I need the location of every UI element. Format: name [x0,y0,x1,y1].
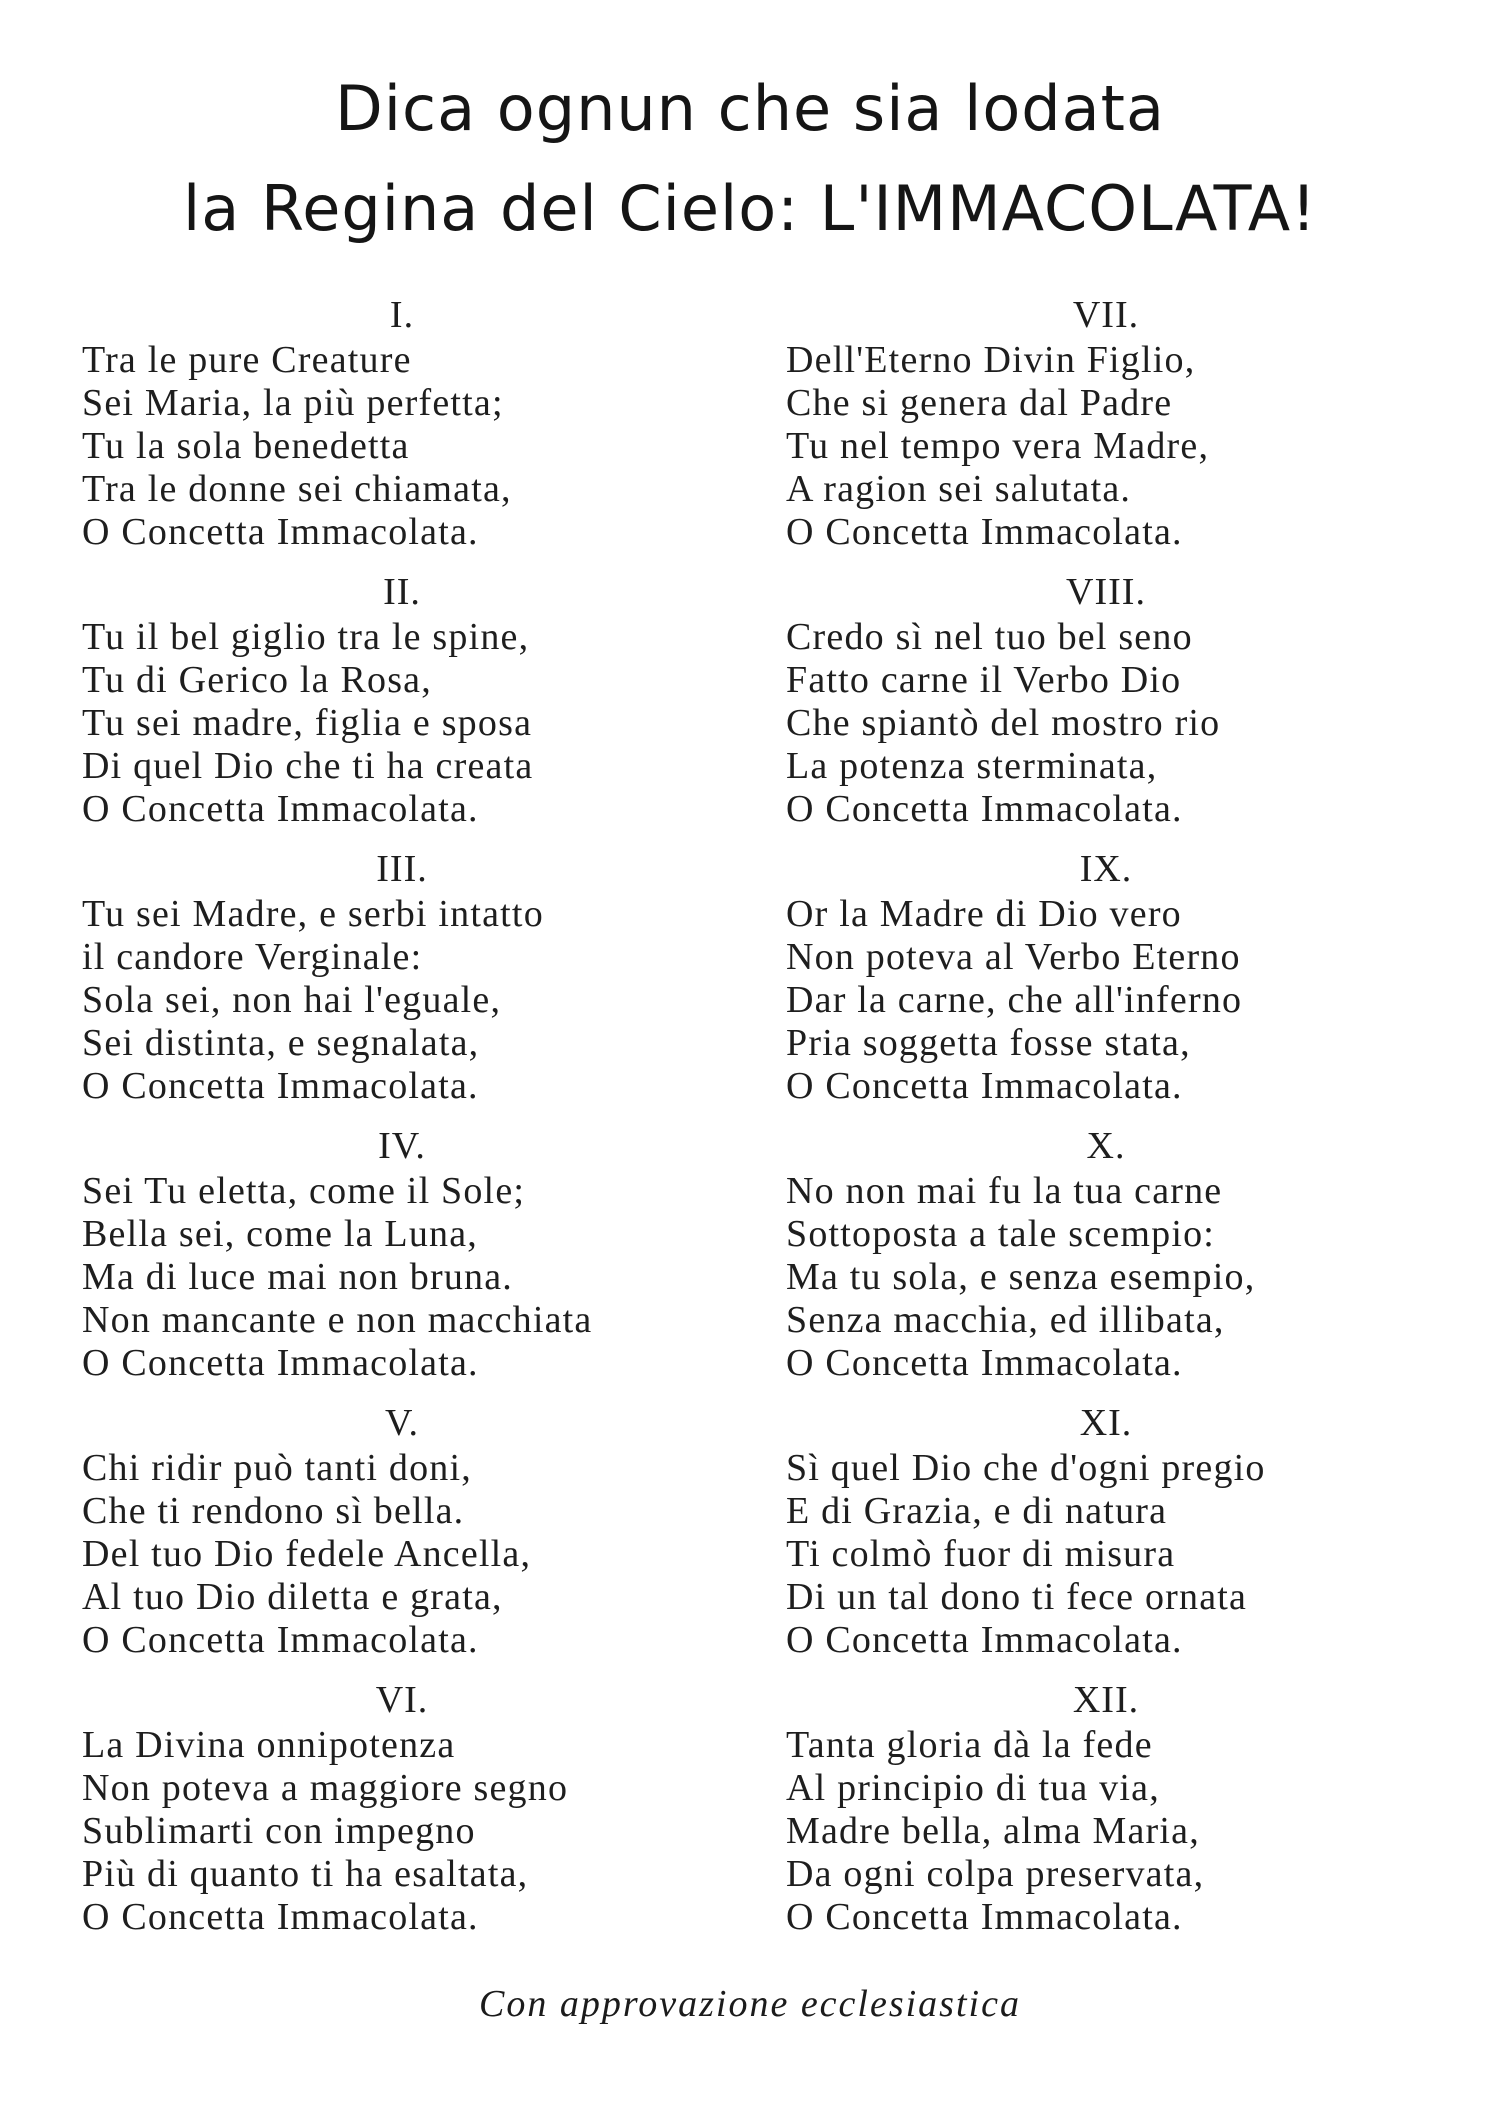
verse-line: Non poteva al Verbo Eterno [786,936,1241,978]
verse-line: Di quel Dio che ti ha creata [82,745,534,787]
verse-line: O Concetta Immacolata. [82,511,479,553]
verse-line: Al tuo Dio diletta e grata, [82,1576,503,1618]
verse-line: Sublimarti con impegno [82,1810,476,1852]
stanza-numeral: V. [384,1402,420,1444]
stanza-10 [786,1123,1466,1400]
stanza-8 [786,569,1466,846]
verse-line: No non mai fu la tua carne [786,1170,1223,1212]
stanza-numeral: X. [1086,1125,1126,1167]
verse-line: Senza macchia, ed illibata, [786,1299,1225,1341]
verse-line: O Concetta Immacolata. [82,1896,479,1938]
verse-line: O Concetta Immacolata. [786,1896,1183,1938]
verse-line: Del tuo Dio fedele Ancella, [82,1533,532,1575]
verse-line: La Divina onnipotenza [82,1724,456,1766]
left-column [82,292,762,1954]
verse-line: O Concetta Immacolata. [786,1065,1183,1107]
stanza-numeral: XII. [1072,1679,1140,1721]
verse-line: Tu il bel giglio tra le spine, [82,616,530,658]
stanza-numeral: IX. [1079,848,1133,890]
verse-line: Sottoposta a tale scempio: [786,1213,1216,1255]
verse-line: Tra le donne sei chiamata, [82,468,512,510]
verse-line: Pria soggetta fosse stata, [786,1022,1191,1064]
stanza-numeral: VIII. [1066,571,1146,613]
verse-line: Tu la sola benedetta [82,425,410,467]
stanza-5 [82,1400,762,1677]
verse-line: O Concetta Immacolata. [786,788,1183,830]
verse-line: Tanta gloria dà la fede [786,1724,1153,1766]
verse-line: La potenza sterminata, [786,745,1158,787]
stanza-numeral: II. [383,571,421,613]
verse-line: Tra le pure Creature [82,339,412,381]
stanza-6 [82,1677,762,1954]
verse-line: O Concetta Immacolata. [786,1342,1183,1384]
verse-line: Da ogni colpa preservata, [786,1853,1205,1895]
verse-line: Tu nel tempo vera Madre, [786,425,1210,467]
verse-line: O Concetta Immacolata. [82,1619,479,1661]
verse-line: Madre bella, alma Maria, [786,1810,1200,1852]
verse-line: Tu sei Madre, e serbi intatto [82,893,544,935]
verse-line: Non mancante e non macchiata [82,1299,593,1341]
verse-line: Sei distinta, e segnalata, [82,1022,480,1064]
stanza-12 [786,1677,1466,1954]
verse-line: Sì quel Dio che d'ogni pregio [786,1447,1266,1489]
verse-line: il candore Verginale: [82,936,423,978]
verse-line: Sei Maria, la più perfetta; [82,382,504,424]
right-column [786,292,1466,1954]
approval-footer: Con approvazione ecclesiastica [479,1983,1021,2025]
page-title-line-2: la Regina del Cielo: L'IMMACOLATA! [183,172,1317,245]
stanza-11 [786,1400,1466,1677]
verse-line: Che ti rendono sì bella. [82,1490,465,1532]
stanza-numeral: VI. [375,1679,429,1721]
stanza-numeral: III. [376,848,428,890]
verse-line: Credo sì nel tuo bel seno [786,616,1193,658]
verse-line: O Concetta Immacolata. [82,1065,479,1107]
stanza-7 [786,292,1466,569]
verse-line: Chi ridir può tanti doni, [82,1447,472,1489]
verse-line: Che si genera dal Padre [786,382,1173,424]
stanza-2 [82,569,762,846]
stanza-numeral: XI. [1079,1402,1133,1444]
verse-line: O Concetta Immacolata. [786,1619,1183,1661]
verse-line: Tu di Gerico la Rosa, [82,659,432,701]
verse-line: Bella sei, come la Luna, [82,1213,478,1255]
verse-line: Al principio di tua via, [786,1767,1160,1809]
verse-line: Non poteva a maggiore segno [82,1767,569,1809]
stanza-4 [82,1123,762,1400]
stanza-numeral: I. [389,294,415,336]
verse-line: O Concetta Immacolata. [82,788,479,830]
verse-line: Che spiantò del mostro rio [786,702,1221,744]
stanza-numeral: VII. [1072,294,1140,336]
verse-line: Dell'Eterno Divin Figlio, [786,339,1196,381]
verse-line: E di Grazia, e di natura [786,1490,1168,1532]
verse-line: Or la Madre di Dio vero [786,893,1182,935]
verse-line: Ma di luce mai non bruna. [82,1256,514,1298]
verse-line: Sola sei, non hai l'eguale, [82,979,502,1021]
verse-line: Ti colmò fuor di misura [786,1533,1176,1575]
verse-line: O Concetta Immacolata. [786,511,1183,553]
stanza-3 [82,846,762,1123]
verse-line: O Concetta Immacolata. [82,1342,479,1384]
verse-line: Più di quanto ti ha esaltata, [82,1853,529,1895]
verse-line: Tu sei madre, figlia e sposa [82,702,533,744]
stanza-9 [786,846,1466,1123]
verse-line: Ma tu sola, e senza esempio, [786,1256,1256,1298]
verse-line: Sei Tu eletta, come il Sole; [82,1170,526,1212]
page-title-line-1: Dica ognun che sia lodata [335,72,1165,145]
stanza-numeral: IV. [378,1125,426,1167]
verse-line: Di un tal dono ti fece ornata [786,1576,1248,1618]
stanza-1 [82,292,762,569]
verse-line: A ragion sei salutata. [786,468,1132,510]
verse-line: Dar la carne, che all'inferno [786,979,1243,1021]
verse-line: Fatto carne il Verbo Dio [786,659,1182,701]
